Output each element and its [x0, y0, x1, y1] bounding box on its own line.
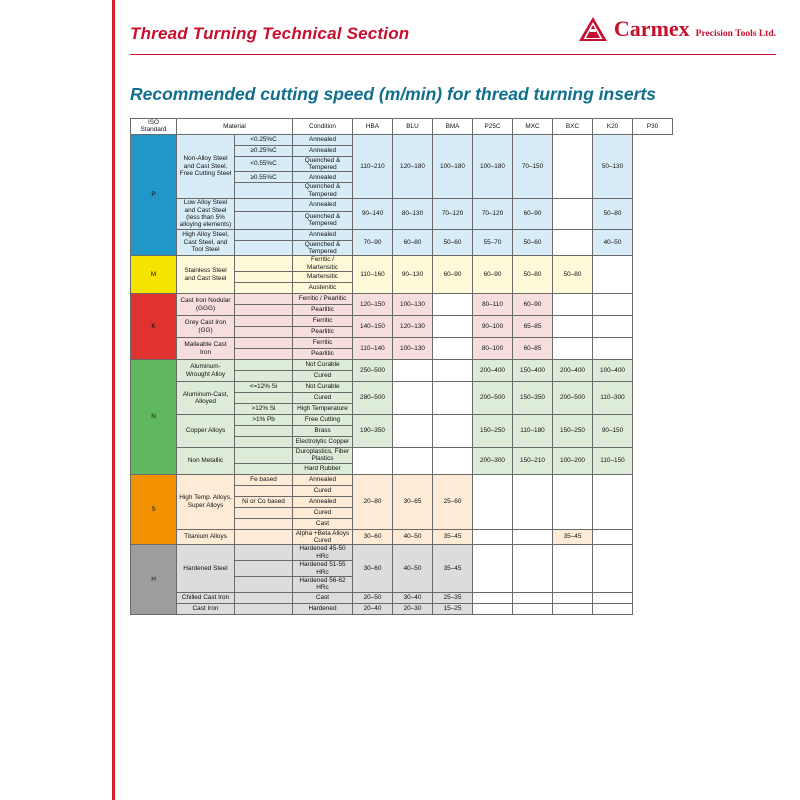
speed-cell: 30–40 [393, 592, 433, 603]
material-subtype: Fe based [235, 474, 293, 485]
speed-cell: 65–85 [513, 316, 553, 338]
condition-cell: Hard Rubber [293, 463, 353, 474]
material-name: Grey Cast Iron (GG) [177, 316, 235, 338]
condition-cell: Austenitic [293, 283, 353, 294]
speed-cell: 100–200 [553, 448, 593, 475]
material-name: Stainless Steel and Cast Steel [177, 256, 235, 294]
speed-cell [593, 316, 633, 338]
column-header-grade-4: MXC [513, 119, 553, 135]
condition-cell: Alpha +Beta Alloys Cured [293, 529, 353, 545]
speed-cell: 50–80 [513, 256, 553, 294]
speed-cell [513, 603, 553, 614]
material-name: Non-Alloy Steel and Cast Steel, Free Cutting Steel [177, 134, 235, 198]
speed-cell: 55–70 [473, 229, 513, 256]
table-header [131, 119, 673, 135]
brand-name: Carmex [613, 16, 690, 41]
speed-cell [553, 545, 593, 592]
speed-cell: 30–60 [353, 529, 393, 545]
table-row [131, 448, 673, 464]
speed-cell [513, 474, 553, 529]
material-subtype [235, 485, 293, 496]
condition-cell: Annealed [293, 172, 353, 183]
condition-cell: Cured [293, 371, 353, 382]
iso-group-k: K [131, 294, 177, 360]
speed-cell: 150–210 [513, 448, 553, 475]
speed-cell: 140–150 [353, 316, 393, 338]
speed-cell: 40–50 [393, 529, 433, 545]
material-name: High Alloy Steel, Cast Steel, and Tool Steel [177, 229, 235, 256]
material-subtype [235, 426, 293, 437]
column-header-condition: Condition [293, 119, 353, 135]
material-subtype [235, 316, 293, 327]
material-subtype: <0.25%C [235, 134, 293, 145]
condition-cell: Annealed [293, 229, 353, 240]
speed-cell [353, 448, 393, 475]
column-header-grade-6: K20 [593, 119, 633, 135]
material-subtype [235, 545, 293, 561]
material-subtype [235, 507, 293, 518]
speed-cell [393, 415, 433, 448]
material-name: High Temp. Alloys, Super Alloys [177, 474, 235, 529]
carmex-logo-icon [578, 16, 608, 42]
condition-cell: Quenched & Tempered [293, 156, 353, 172]
iso-group-p: P [131, 134, 177, 256]
table-row [131, 415, 673, 426]
speed-cell: 100–180 [433, 134, 473, 198]
material-subtype [235, 463, 293, 474]
speed-cell: 35–45 [433, 529, 473, 545]
speed-cell: 35–45 [433, 545, 473, 592]
speed-cell: 150–250 [553, 415, 593, 448]
material-subtype [235, 256, 293, 272]
table-body [131, 134, 673, 614]
material-name: Copper Alloys [177, 415, 235, 448]
page-header [130, 14, 776, 58]
iso-group-h: H [131, 545, 177, 614]
condition-cell: Annealed [293, 199, 353, 212]
speed-cell: 100–400 [593, 360, 633, 382]
condition-cell: Ferritic / Pearlitic [293, 294, 353, 305]
material-subtype [235, 199, 293, 212]
column-header-iso [131, 119, 177, 135]
material-subtype: <0.55%C [235, 156, 293, 172]
material-subtype [235, 371, 293, 382]
condition-cell: Ferritic [293, 338, 353, 349]
condition-cell: Cured [293, 507, 353, 518]
page-title: Thread Turning Technical Section [130, 24, 410, 43]
speed-cell: 200–500 [553, 382, 593, 415]
speed-cell [593, 338, 633, 360]
column-header-grade-3: P25C [473, 119, 513, 135]
speed-cell: 200–400 [473, 360, 513, 382]
speed-cell [473, 603, 513, 614]
speed-cell [593, 592, 633, 603]
table-header-row [131, 119, 673, 135]
speed-cell: 15–25 [433, 603, 473, 614]
material-subtype [235, 211, 293, 229]
speed-cell [393, 448, 433, 475]
condition-cell: Cast [293, 518, 353, 529]
material-subtype [235, 393, 293, 404]
material-subtype: Ni or Co based [235, 496, 293, 507]
speed-cell: 20–30 [393, 603, 433, 614]
cutting-speed-table [130, 118, 673, 615]
speed-cell [393, 382, 433, 415]
speed-cell: 150–250 [473, 415, 513, 448]
speed-cell: 100–130 [393, 338, 433, 360]
material-name: Aluminum-Wrought Alloy [177, 360, 235, 382]
speed-cell: 200–400 [553, 360, 593, 382]
table-row [131, 603, 673, 614]
speed-cell: 20–50 [353, 592, 393, 603]
condition-cell: Not Curable [293, 360, 353, 371]
speed-cell [553, 338, 593, 360]
condition-cell: Hardened [293, 603, 353, 614]
condition-cell: Annealed [293, 134, 353, 145]
condition-cell: Quenched & Tempered [293, 211, 353, 229]
speed-cell: 60–90 [513, 199, 553, 229]
speed-cell [593, 545, 633, 592]
speed-cell [593, 529, 633, 545]
condition-cell: Cast [293, 592, 353, 603]
speed-cell [553, 316, 593, 338]
material-subtype: ≥0.25%C [235, 145, 293, 156]
condition-cell: Free Cutting [293, 415, 353, 426]
iso-group-m: M [131, 256, 177, 294]
material-name: Aluminum-Cast, Alloyed [177, 382, 235, 415]
condition-cell: Pearlitic [293, 349, 353, 360]
material-subtype [235, 294, 293, 305]
material-name: Titanium Alloys [177, 529, 235, 545]
speed-cell [593, 294, 633, 316]
speed-cell: 40–50 [593, 229, 633, 256]
material-name: Cast Iron Nodular (GGG) [177, 294, 235, 316]
condition-cell: Not Curable [293, 382, 353, 393]
condition-cell: Hardened 51-55 HRc [293, 561, 353, 577]
speed-cell: 90–150 [593, 415, 633, 448]
page-spine-rule [112, 0, 115, 800]
material-subtype [235, 360, 293, 371]
condition-cell: Quenched & Tempered [293, 240, 353, 256]
speed-cell [433, 338, 473, 360]
speed-cell: 80–130 [393, 199, 433, 229]
speed-cell [473, 545, 513, 592]
speed-cell: 30–65 [393, 474, 433, 529]
speed-cell [553, 592, 593, 603]
condition-cell: Annealed [293, 474, 353, 485]
brand-tagline: Precision Tools Ltd. [695, 28, 776, 39]
speed-cell [473, 474, 513, 529]
condition-cell: Ferritic / Martensitic [293, 256, 353, 272]
material-subtype [235, 183, 293, 199]
speed-cell: 110–300 [593, 382, 633, 415]
speed-cell: 110–210 [353, 134, 393, 198]
speed-cell: 100–180 [473, 134, 513, 198]
speed-cell: 120–150 [353, 294, 393, 316]
table-row [131, 294, 673, 305]
speed-cell [433, 316, 473, 338]
table-row [131, 316, 673, 327]
speed-cell: 110–180 [513, 415, 553, 448]
speed-cell: 150–350 [513, 382, 553, 415]
material-subtype [235, 518, 293, 529]
speed-cell: 200–500 [473, 382, 513, 415]
material-subtype [235, 272, 293, 283]
material-subtype [235, 338, 293, 349]
speed-cell [433, 360, 473, 382]
material-name: Non Metallic [177, 448, 235, 475]
column-header-grade-7: P30 [633, 119, 673, 135]
column-header-grade-5: BXC [553, 119, 593, 135]
speed-cell: 70–120 [473, 199, 513, 229]
speed-cell [593, 603, 633, 614]
material-subtype [235, 529, 293, 545]
speed-cell: 50–60 [513, 229, 553, 256]
table-row [131, 134, 673, 145]
speed-cell: 80–100 [473, 338, 513, 360]
condition-cell: Cured [293, 393, 353, 404]
iso-group-n: N [131, 360, 177, 475]
speed-cell: 60–90 [473, 256, 513, 294]
condition-cell: Hardened 45-50 HRc [293, 545, 353, 561]
material-subtype [235, 592, 293, 603]
speed-cell [513, 529, 553, 545]
speed-cell: 50–60 [433, 229, 473, 256]
material-subtype [235, 437, 293, 448]
speed-cell: 100–130 [393, 294, 433, 316]
speed-cell [513, 545, 553, 592]
speed-cell [553, 199, 593, 229]
table-row [131, 360, 673, 371]
table-row [131, 474, 673, 485]
speed-cell [433, 294, 473, 316]
condition-cell: High Temperature [293, 404, 353, 415]
column-header-grade-2: BMA [433, 119, 473, 135]
condition-cell: Electrolytic Copper [293, 437, 353, 448]
speed-cell [433, 415, 473, 448]
condition-cell: Annealed [293, 145, 353, 156]
speed-cell: 110–160 [353, 256, 393, 294]
speed-cell: 280–500 [353, 382, 393, 415]
speed-cell: 120–180 [393, 134, 433, 198]
table-row [131, 382, 673, 393]
table-row [131, 229, 673, 240]
column-header-grade-1: BLU [393, 119, 433, 135]
speed-cell: 250–500 [353, 360, 393, 382]
material-subtype [235, 229, 293, 240]
material-subtype [235, 240, 293, 256]
speed-cell [433, 448, 473, 475]
material-subtype [235, 327, 293, 338]
speed-cell [553, 229, 593, 256]
speed-cell: 35–45 [553, 529, 593, 545]
speed-cell: 40–50 [393, 545, 433, 592]
speed-cell [593, 474, 633, 529]
table-row [131, 256, 673, 272]
condition-cell: Pearlitic [293, 305, 353, 316]
brand-logo [578, 16, 776, 42]
material-name: Low Alloy Steel and Cast Steel (less than 5% alloying elements) [177, 199, 235, 229]
speed-cell [553, 294, 593, 316]
material-subtype: >1% Pb [235, 415, 293, 426]
material-subtype: ≥0.55%C [235, 172, 293, 183]
speed-cell: 70–120 [433, 199, 473, 229]
condition-cell: Duroplastics, Fiber Plastics [293, 448, 353, 464]
speed-cell: 190–350 [353, 415, 393, 448]
material-name: Cast Iron [177, 603, 235, 614]
table-row [131, 529, 673, 545]
material-subtype: <=12% Si [235, 382, 293, 393]
material-subtype [235, 576, 293, 592]
speed-cell: 25–60 [433, 474, 473, 529]
speed-cell [473, 529, 513, 545]
material-name: Hardened Steel [177, 545, 235, 592]
speed-cell: 110–150 [593, 448, 633, 475]
column-header-iso-line2: Standard [140, 126, 167, 134]
speed-cell: 20–80 [353, 474, 393, 529]
speed-cell [553, 134, 593, 198]
speed-cell: 60–90 [433, 256, 473, 294]
speed-cell: 20–40 [353, 603, 393, 614]
table-row [131, 592, 673, 603]
speed-cell: 60–90 [513, 294, 553, 316]
material-subtype [235, 349, 293, 360]
speed-cell [473, 592, 513, 603]
condition-cell: Hardened 56-62 HRc [293, 576, 353, 592]
header-divider [130, 54, 776, 55]
speed-cell: 70–150 [513, 134, 553, 198]
condition-cell: Pearlitic [293, 327, 353, 338]
speed-cell: 60–80 [393, 229, 433, 256]
speed-cell [593, 256, 633, 294]
material-name: Chilled Cast Iron [177, 592, 235, 603]
material-name: Malleable Cast Iron [177, 338, 235, 360]
iso-group-s: S [131, 474, 177, 545]
section-subtitle: Recommended cutting speed (m/min) for thread turning inserts [130, 84, 657, 104]
material-subtype: >12% Si [235, 404, 293, 415]
speed-cell [553, 474, 593, 529]
speed-cell: 30–60 [353, 545, 393, 592]
condition-cell: Quenched & Tempered [293, 183, 353, 199]
speed-cell: 200–300 [473, 448, 513, 475]
speed-cell: 110–140 [353, 338, 393, 360]
speed-cell: 150–400 [513, 360, 553, 382]
speed-cell: 50–130 [593, 134, 633, 198]
speed-cell: 80–110 [473, 294, 513, 316]
table-row [131, 338, 673, 349]
condition-cell: Brass [293, 426, 353, 437]
speed-cell [553, 603, 593, 614]
speed-cell: 50–80 [593, 199, 633, 229]
speed-cell: 90–130 [393, 256, 433, 294]
speed-cell: 90–140 [353, 199, 393, 229]
column-header-material: Material [177, 119, 293, 135]
speed-cell: 120–130 [393, 316, 433, 338]
material-subtype [235, 283, 293, 294]
table-row [131, 199, 673, 212]
speed-cell: 70–90 [353, 229, 393, 256]
speed-cell: 50–80 [553, 256, 593, 294]
condition-cell: Ferritic [293, 316, 353, 327]
speed-cell: 60–85 [513, 338, 553, 360]
material-subtype [235, 305, 293, 316]
table-row [131, 545, 673, 561]
material-subtype [235, 561, 293, 577]
speed-cell [433, 382, 473, 415]
speed-cell: 90–100 [473, 316, 513, 338]
speed-cell: 25–35 [433, 592, 473, 603]
column-header-iso-line1: ISO [147, 119, 159, 126]
column-header-grade-0: HBA [353, 119, 393, 135]
condition-cell: Annealed [293, 496, 353, 507]
material-subtype [235, 603, 293, 614]
speed-cell [513, 592, 553, 603]
condition-cell: Martensitic [293, 272, 353, 283]
condition-cell: Cured [293, 485, 353, 496]
material-subtype [235, 448, 293, 464]
speed-cell [393, 360, 433, 382]
